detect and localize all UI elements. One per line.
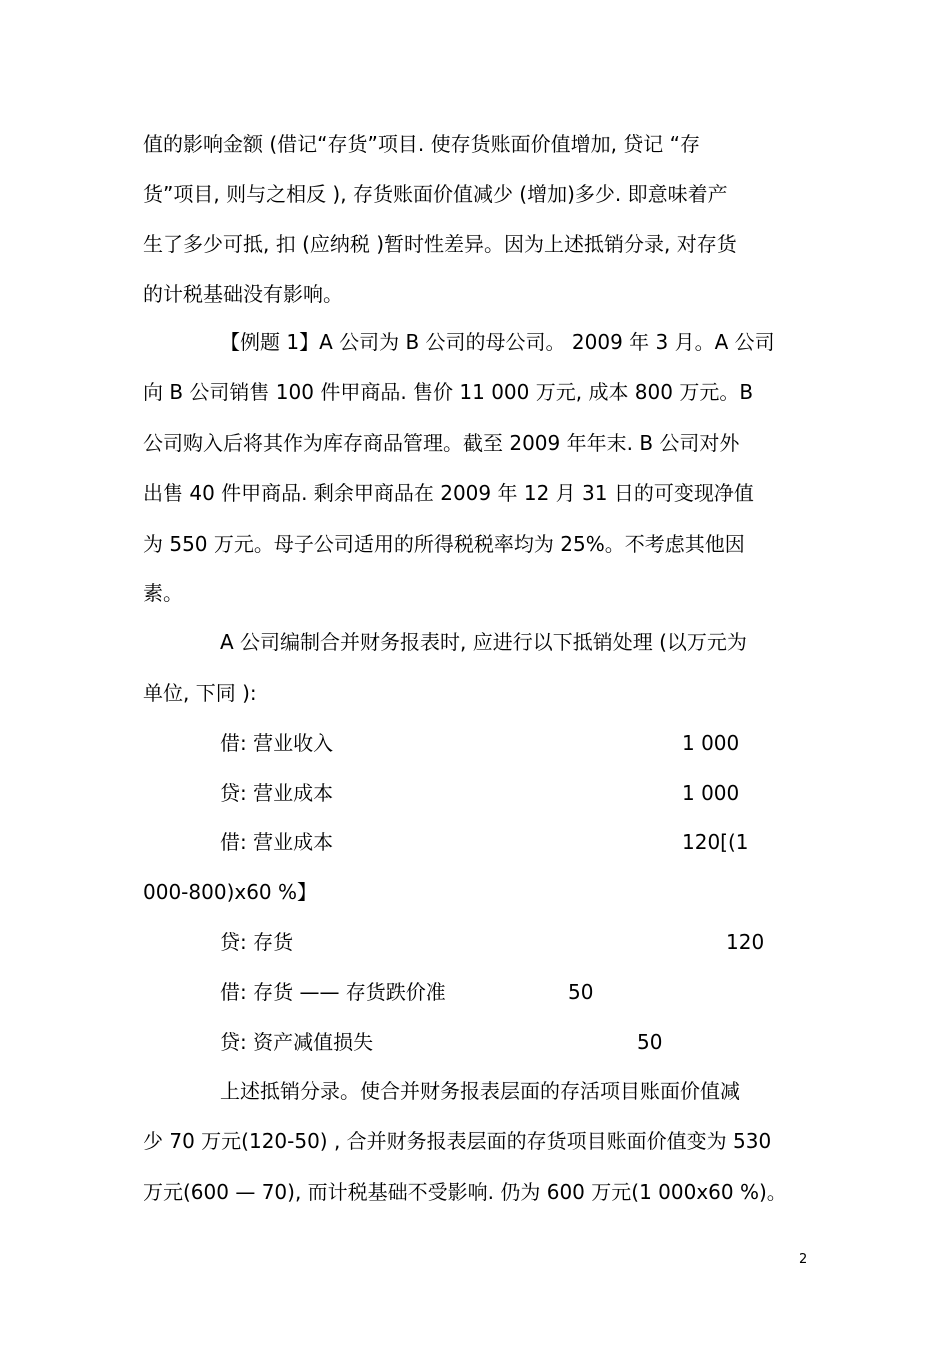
intro-line: 单位, 下同 ): [143,681,257,705]
paragraph-1-line: 生了多少可抵, 扣 (应纳税 )暂时性差异。因为上述抵销分录, 对存货 [143,232,737,256]
conclusion-line: 万元(600 — 70), 而计税基础不受影响. 仍为 600 万元(1 000x60 %)。 [143,1180,787,1204]
entry-label: 贷: 存货 [220,930,294,954]
intro-line: A 公司编制合并财务报表时, 应进行以下抵销处理 (以万元为 [220,630,747,654]
example-line: 向 B 公司销售 100 件甲商品. 售价 11 000 万元, 成本 800 万元。B [143,380,754,404]
entry-amount: 120[(1 [682,830,749,854]
conclusion-line: 少 70 万元(120-50) , 合并财务报表层面的存货项目账面价值变为 530 [143,1129,772,1153]
entry-amount: 1 000 [682,781,740,805]
paragraph-1-line: 的计税基础没有影响。 [143,282,343,306]
entry-label: 借: 营业成本 [220,830,334,854]
entry-amount: 50 [568,980,594,1004]
paragraph-1-line: 货”项目, 则与之相反 ), 存货账面价值减少 (增加)多少. 即意味着产 [143,182,728,206]
entry-amount: 50 [637,1030,663,1054]
entry-label: 借: 存货 —— 存货跌价准 [220,980,446,1004]
example-line: 公司购入后将其作为库存商品管理。截至 2009 年年末. B 公司对外 [143,431,740,455]
entry-label: 贷: 营业成本 [220,781,334,805]
page-number: 2 [799,1252,808,1267]
entry-label: 借: 营业收入 [220,731,334,755]
example-line: 出售 40 件甲商品. 剩余甲商品在 2009 年 12 月 31 日的可变现净值 [143,481,754,505]
paragraph-1-line: 值的影响金额 (借记“存货”项目. 使存货账面价值增加, 贷记 “存 [143,132,701,156]
example-line: 【例题 1】A 公司为 B 公司的母公司。 2009 年 3 月。A 公司 [220,330,775,354]
conclusion-line: 上述抵销分录。使合并财务报表层面的存活项目账面价值减 [220,1079,740,1103]
entry-amount: 120 [726,930,765,954]
entry-continuation: 000-800)x60 %】 [143,880,318,904]
example-line: 为 550 万元。母子公司适用的所得税税率均为 25%。不考虑其他因 [143,532,745,556]
entry-amount: 1 000 [682,731,740,755]
entry-label: 贷: 资产减值损失 [220,1030,374,1054]
example-line: 素。 [143,581,183,605]
